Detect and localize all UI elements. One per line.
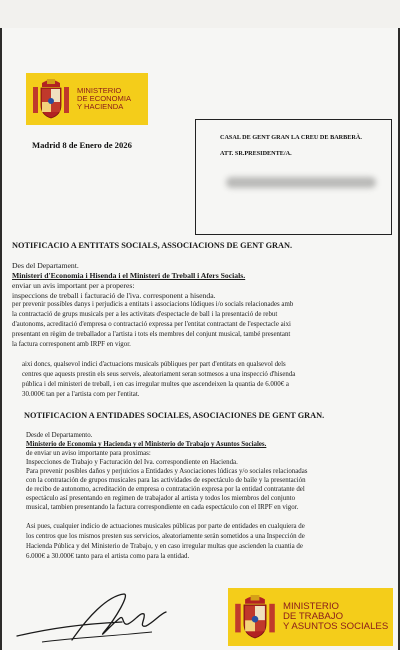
spanish-line: musical, tambien presentando la factura correspondiente en cada espectáculo con el IRPF en vigor. bbox=[26, 504, 299, 511]
catalan-line: la contractació de grups musicals per a les activitats d'espectacle de ball i la presentació de rebut bbox=[12, 311, 278, 318]
logo-line: MINISTERIO bbox=[283, 600, 339, 612]
recipient-box bbox=[195, 119, 392, 235]
spanish-line: Hacienda Pública y del Ministerio de Trabajo, y en caso irregular multas que ascienden la cuantia de bbox=[26, 543, 303, 550]
spanish-line: con la contratación de grupos musicales para las actividades de espectáculo de baile y la presentación bbox=[26, 477, 306, 484]
redacted-address bbox=[226, 177, 376, 188]
recipient-name: CASAL DE GENT GRAN LA CREU DE BARBERÀ. bbox=[220, 134, 362, 141]
top-strip bbox=[0, 0, 400, 28]
letter-date: Madrid 8 de Enero de 2026 bbox=[32, 140, 132, 150]
catalan-line: per prevenir possibles danys i perjudicis a entitats i associacions lúdiques i/o socials relacionades amb bbox=[12, 301, 294, 308]
catalan-line: aixi doncs, qualsevol indici d'actuacions musicals públiques per part d'entitats en qualsevol dels bbox=[22, 361, 286, 368]
logo-line: MINISTERIO bbox=[77, 86, 122, 96]
spanish-line: Para prevenir posibles daños y perjuicios a Entidades y Asociaciones lúdicas y/o sociales relacionadas bbox=[26, 468, 308, 475]
spanish-line: Desde el Departamento. bbox=[26, 432, 93, 439]
spanish-line: espectáculo así presentando en regimen de trabajador al artista y todos los miembros del conjunto bbox=[26, 495, 296, 502]
catalan-line: 30.000€ tan per a l'artista com per l'entitat. bbox=[22, 391, 140, 398]
catalan-line: pública i del ministeri de treball, i en cas irregular multes que ascendeixen la quantia de 6.000€ a bbox=[22, 381, 289, 388]
spanish-ministries: Ministerio de Economia y Hacienda y el Ministerio de Trabajo y Asuntos Sociales. bbox=[26, 441, 267, 448]
catalan-line: inspeccions de treball i facturació de l'iva. corresponent a hisenda. bbox=[12, 291, 216, 300]
recipient-attention: ATT. SR.PRESIDENTE/A. bbox=[220, 150, 292, 157]
catalan-heading: NOTIFICACIO A ENTITATS SOCIALS, ASSOCIACIONS DE GENT GRAN. bbox=[12, 241, 293, 250]
ministry-labour-logo bbox=[228, 588, 393, 646]
ministry-economy-logo bbox=[26, 73, 148, 125]
spanish-line: Asi pues, cualquier indicio de actuaciones musicales públicas por parte de entidades en cualquiera de bbox=[26, 523, 305, 530]
spanish-line: de enviar un aviso importante para proximas: bbox=[26, 450, 151, 457]
catalan-line: d'autonoms, acreditació d'empresa o contractació expressa per l'entitat contractant de l'espectacle aixi bbox=[12, 321, 291, 328]
catalan-ministries: Ministeri d'Economia i Hisenda i el Ministeri de Treball i Afers Socials. bbox=[12, 271, 246, 280]
ministry-economy-text bbox=[77, 87, 131, 111]
logo-line: Y HACIENDA bbox=[77, 101, 124, 111]
catalan-line: Des del Departament. bbox=[12, 261, 79, 270]
catalan-line: centres que aquests prestin els seus serveis, aleatoriament seran sotmesos a una inspecció d'hisenda bbox=[22, 371, 296, 378]
spanish-line: los centros que los mismos presten sus servicios, aleatoriamente serán sometidos a una Inspección de bbox=[26, 533, 305, 540]
signature-icon bbox=[12, 588, 192, 648]
logo-line: DE TRABAJO bbox=[283, 610, 344, 622]
coat-of-arms-icon bbox=[233, 592, 277, 642]
coat-of-arms-icon bbox=[31, 77, 71, 121]
catalan-line: enviar un avis important per a properes: bbox=[12, 281, 135, 290]
spanish-line: Inspecciones de Trabajo y Facturación del Iva. correspondiente en Hacienda. bbox=[26, 459, 238, 466]
catalan-line: presentant en règim de treballador a l'artista i tots els membres del conjunt musical, també presentant bbox=[12, 331, 291, 338]
spanish-line: de recibo de autonomo, acreditación de empresa o contratación expresa por la entidad contratante del bbox=[26, 486, 305, 493]
ministry-labour-text bbox=[283, 602, 388, 632]
letter-page bbox=[2, 28, 398, 650]
spanish-line: 6.000€ a 30.000€ tanto para el artista como para la entidad. bbox=[26, 553, 190, 560]
spanish-heading: NOTIFICACION A ENTIDADES SOCIALES, ASOCIACIONES DE GENT GRAN. bbox=[24, 411, 325, 420]
logo-line: DE ECONOMIA bbox=[77, 94, 132, 104]
logo-line: Y ASUNTOS SOCIALES bbox=[283, 621, 389, 633]
catalan-line: la factura corresponent amb IRPF en vigor. bbox=[12, 341, 131, 348]
